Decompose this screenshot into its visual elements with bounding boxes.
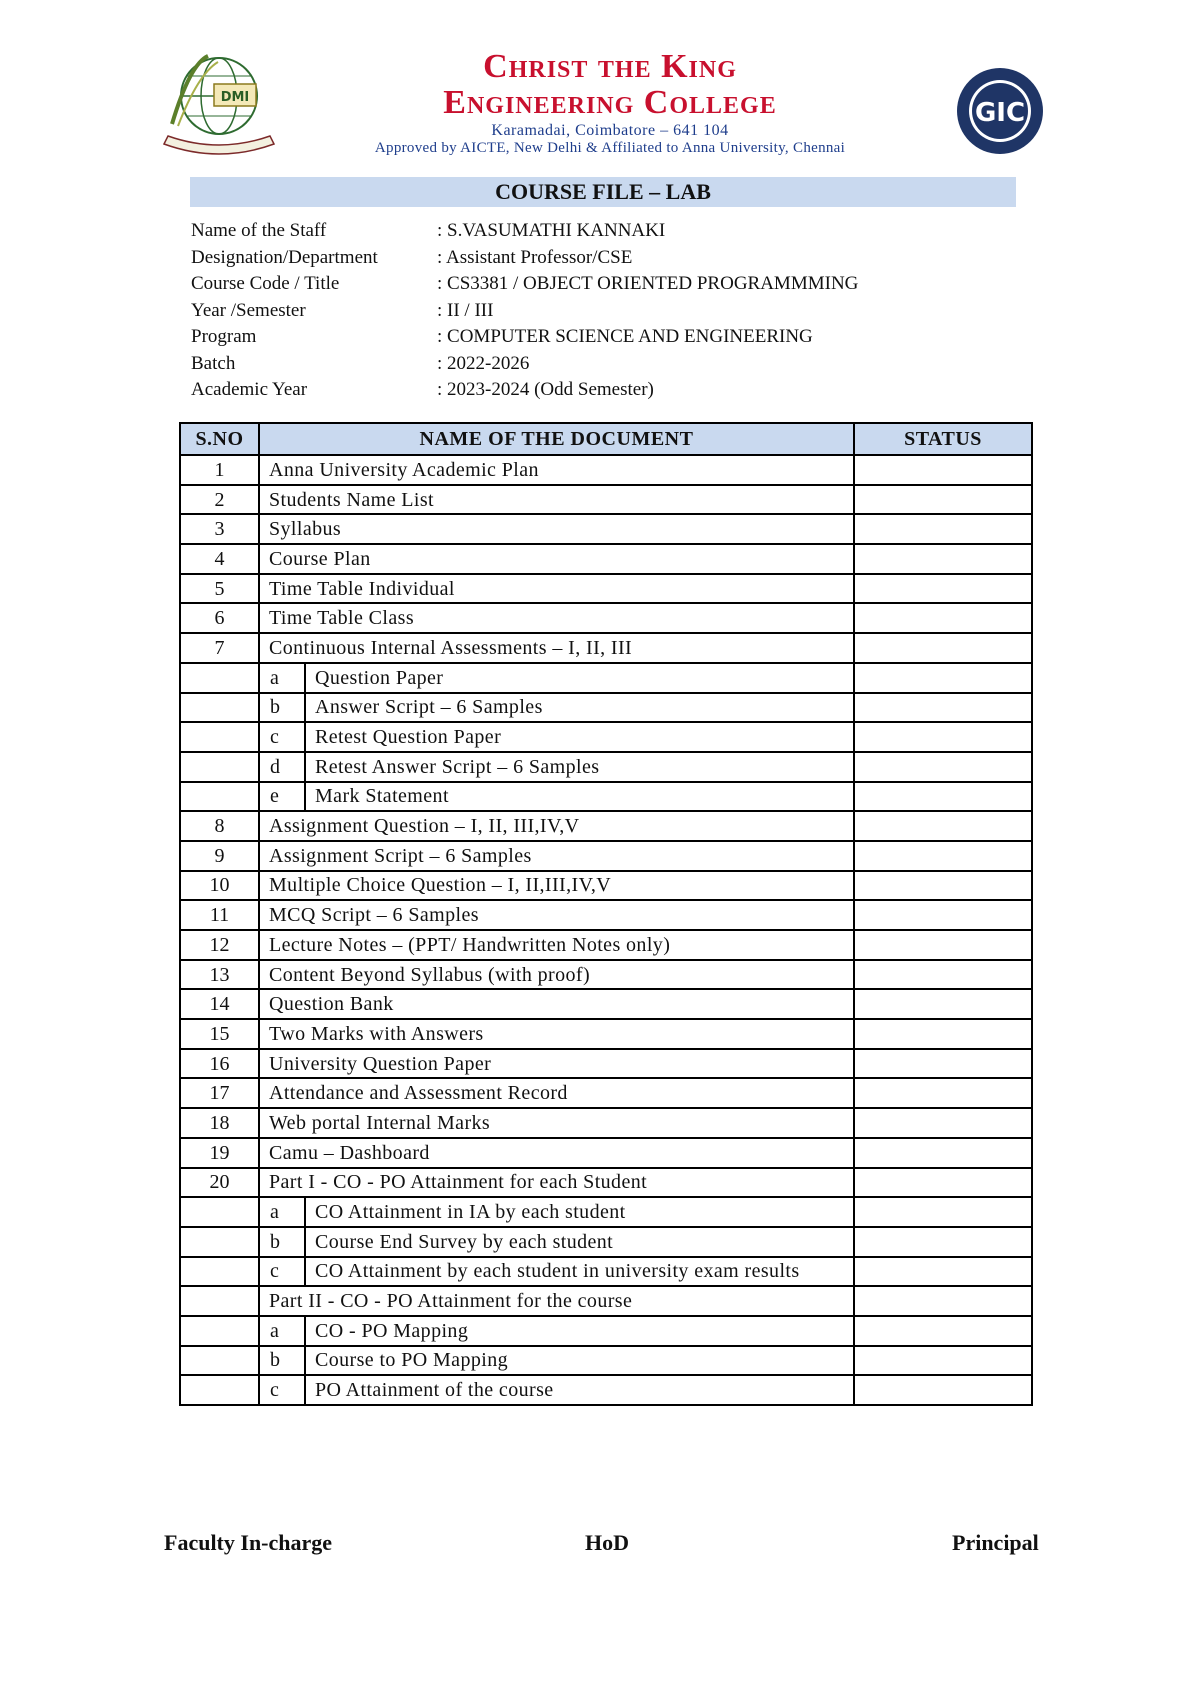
serial-number-cell: 6 bbox=[180, 603, 259, 633]
status-cell bbox=[854, 1138, 1032, 1168]
status-cell bbox=[854, 811, 1032, 841]
detail-label: Designation/Department bbox=[191, 246, 378, 268]
faculty-incharge-signature: Faculty In-charge bbox=[164, 1530, 333, 1555]
document-name-cell: Retest Question Paper bbox=[305, 722, 854, 752]
document-name-cell: Time Table Individual bbox=[259, 574, 854, 604]
status-cell bbox=[854, 633, 1032, 663]
table-row bbox=[180, 1346, 1032, 1376]
document-name-cell: Retest Answer Script – 6 Samples bbox=[305, 752, 854, 782]
table-row bbox=[180, 1138, 1032, 1168]
status-cell bbox=[854, 1375, 1032, 1405]
table-row bbox=[180, 960, 1032, 990]
status-cell bbox=[854, 1316, 1032, 1346]
status-cell bbox=[854, 514, 1032, 544]
serial-number-cell: 16 bbox=[180, 1049, 259, 1079]
document-name-cell: Answer Script – 6 Samples bbox=[305, 693, 854, 723]
table-row bbox=[180, 574, 1032, 604]
table-row bbox=[180, 1227, 1032, 1257]
table-row bbox=[180, 1049, 1032, 1079]
serial-number-cell: 20 bbox=[180, 1168, 259, 1198]
serial-number-cell bbox=[180, 752, 259, 782]
serial-number-cell: 12 bbox=[180, 930, 259, 960]
status-cell bbox=[854, 960, 1032, 990]
serial-number-cell: 19 bbox=[180, 1138, 259, 1168]
serial-number-cell: 17 bbox=[180, 1078, 259, 1108]
serial-number-cell bbox=[180, 1316, 259, 1346]
document-name-cell: CO Attainment by each student in university exam results bbox=[305, 1257, 854, 1287]
status-cell bbox=[854, 693, 1032, 723]
sub-item-letter-cell: a bbox=[259, 1316, 305, 1346]
serial-number-cell bbox=[180, 1286, 259, 1316]
detail-label: Program bbox=[191, 326, 257, 347]
document-name-cell: Content Beyond Syllabus (with proof) bbox=[259, 960, 854, 990]
serial-number-cell bbox=[180, 1197, 259, 1227]
detail-value: : 2023-2024 (Odd Semester) bbox=[437, 379, 654, 400]
document-checklist-table bbox=[179, 422, 1033, 1406]
document-name-cell: Time Table Class bbox=[259, 603, 854, 633]
sub-item-letter-cell: b bbox=[259, 693, 305, 723]
document-name-cell: CO Attainment in IA by each student bbox=[305, 1197, 854, 1227]
document-name-cell: Question Paper bbox=[305, 663, 854, 693]
table-row bbox=[180, 722, 1032, 752]
document-name-cell: Course Plan bbox=[259, 544, 854, 574]
table-row bbox=[180, 1168, 1032, 1198]
document-name-cell: Part II - CO - PO Attainment for the course bbox=[259, 1286, 854, 1316]
sub-item-letter-cell: b bbox=[259, 1346, 305, 1376]
serial-number-cell: 10 bbox=[180, 871, 259, 901]
serial-number-cell bbox=[180, 693, 259, 723]
document-name-cell: CO - PO Mapping bbox=[305, 1316, 854, 1346]
sub-item-letter-cell: b bbox=[259, 1227, 305, 1257]
serial-number-cell: 11 bbox=[180, 900, 259, 930]
serial-number-cell bbox=[180, 722, 259, 752]
document-name-cell: Web portal Internal Marks bbox=[259, 1108, 854, 1138]
document-name-cell: MCQ Script – 6 Samples bbox=[259, 900, 854, 930]
status-cell bbox=[854, 989, 1032, 1019]
table-row bbox=[180, 544, 1032, 574]
status-cell bbox=[854, 752, 1032, 782]
document-name-cell: Attendance and Assessment Record bbox=[259, 1078, 854, 1108]
table-row bbox=[180, 1286, 1032, 1316]
college-name-line1: Christ the King bbox=[483, 48, 737, 85]
certification-seal-logo bbox=[944, 66, 1056, 156]
table-row bbox=[180, 1316, 1032, 1346]
document-name-cell: Mark Statement bbox=[305, 782, 854, 812]
sub-item-letter-cell: a bbox=[259, 1197, 305, 1227]
serial-number-cell bbox=[180, 1375, 259, 1405]
status-cell bbox=[854, 722, 1032, 752]
college-letterhead bbox=[300, 50, 920, 157]
detail-value: : S.VASUMATHI KANNAKI bbox=[437, 220, 666, 241]
status-cell bbox=[854, 1049, 1032, 1079]
document-name-cell: Course End Survey by each student bbox=[305, 1227, 854, 1257]
status-cell bbox=[854, 1168, 1032, 1198]
document-name-cell: Course to PO Mapping bbox=[305, 1346, 854, 1376]
table-row bbox=[180, 603, 1032, 633]
college-name-line2: Engineering College bbox=[443, 84, 777, 121]
status-cell bbox=[854, 1108, 1032, 1138]
college-approval: Approved by AICTE, New Delhi & Affiliated to Anna University, Chennai bbox=[374, 140, 846, 156]
sub-item-letter-cell: d bbox=[259, 752, 305, 782]
sub-item-letter-cell: e bbox=[259, 782, 305, 812]
table-row bbox=[180, 455, 1032, 485]
status-cell bbox=[854, 544, 1032, 574]
table-row bbox=[180, 1019, 1032, 1049]
document-name-cell: Two Marks with Answers bbox=[259, 1019, 854, 1049]
serial-number-cell bbox=[180, 1346, 259, 1376]
status-cell bbox=[854, 485, 1032, 515]
table-row bbox=[180, 841, 1032, 871]
status-cell bbox=[854, 782, 1032, 812]
table-row bbox=[180, 811, 1032, 841]
serial-number-cell: 14 bbox=[180, 989, 259, 1019]
table-header-row bbox=[180, 423, 1032, 455]
serial-number-cell bbox=[180, 1227, 259, 1257]
detail-value: : CS3381 / OBJECT ORIENTED PROGRAMMMING bbox=[437, 273, 859, 294]
document-name-cell: Students Name List bbox=[259, 485, 854, 515]
table-row bbox=[180, 1197, 1032, 1227]
status-cell bbox=[854, 1346, 1032, 1376]
header-document-name: NAME OF THE DOCUMENT bbox=[259, 423, 854, 455]
detail-label: Batch bbox=[191, 352, 236, 374]
principal-signature: Principal bbox=[952, 1530, 1039, 1555]
table-row bbox=[180, 782, 1032, 812]
college-address: Karamadai, Coimbatore – 641 104 bbox=[491, 122, 729, 139]
table-row bbox=[180, 633, 1032, 663]
emblem-dmi-text: DMI bbox=[220, 90, 250, 105]
table-row bbox=[180, 900, 1032, 930]
serial-number-cell: 2 bbox=[180, 485, 259, 515]
sub-item-letter-cell: a bbox=[259, 663, 305, 693]
table-row bbox=[180, 693, 1032, 723]
college-emblem-logo bbox=[160, 44, 278, 162]
table-row bbox=[180, 1078, 1032, 1108]
table-row bbox=[180, 1375, 1032, 1405]
table-row bbox=[180, 930, 1032, 960]
detail-value: : Assistant Professor/CSE bbox=[437, 246, 633, 268]
serial-number-cell: 13 bbox=[180, 960, 259, 990]
detail-label: Course Code / Title bbox=[191, 273, 340, 294]
status-cell bbox=[854, 930, 1032, 960]
serial-number-cell: 3 bbox=[180, 514, 259, 544]
serial-number-cell: 5 bbox=[180, 574, 259, 604]
serial-number-cell: 9 bbox=[180, 841, 259, 871]
document-name-cell: Continuous Internal Assessments – I, II, III bbox=[259, 633, 854, 663]
document-name-cell: PO Attainment of the course bbox=[305, 1375, 854, 1405]
status-cell bbox=[854, 841, 1032, 871]
serial-number-cell bbox=[180, 663, 259, 693]
table-row bbox=[180, 871, 1032, 901]
header-status: STATUS bbox=[854, 423, 1032, 455]
status-cell bbox=[854, 1257, 1032, 1287]
course-file-title: COURSE FILE – LAB bbox=[190, 177, 1016, 207]
detail-value: : 2022-2026 bbox=[437, 352, 530, 374]
status-cell bbox=[854, 900, 1032, 930]
table-row bbox=[180, 663, 1032, 693]
document-name-cell: Assignment Script – 6 Samples bbox=[259, 841, 854, 871]
seal-gic-text: GIC bbox=[974, 98, 1026, 128]
detail-value: : II / III bbox=[437, 299, 494, 321]
serial-number-cell: 18 bbox=[180, 1108, 259, 1138]
status-cell bbox=[854, 1019, 1032, 1049]
sub-item-letter-cell: c bbox=[259, 1375, 305, 1405]
serial-number-cell: 15 bbox=[180, 1019, 259, 1049]
sub-item-letter-cell: c bbox=[259, 722, 305, 752]
status-cell bbox=[854, 871, 1032, 901]
status-cell bbox=[854, 574, 1032, 604]
table-row bbox=[180, 1108, 1032, 1138]
status-cell bbox=[854, 1078, 1032, 1108]
status-cell bbox=[854, 1286, 1032, 1316]
serial-number-cell: 4 bbox=[180, 544, 259, 574]
document-name-cell: Assignment Question – I, II, III,IV,V bbox=[259, 811, 854, 841]
table-row bbox=[180, 752, 1032, 782]
table-row bbox=[180, 989, 1032, 1019]
document-name-cell: Anna University Academic Plan bbox=[259, 455, 854, 485]
document-name-cell: Question Bank bbox=[259, 989, 854, 1019]
serial-number-cell: 8 bbox=[180, 811, 259, 841]
serial-number-cell bbox=[180, 1257, 259, 1287]
table-row bbox=[180, 1257, 1032, 1287]
document-name-cell: University Question Paper bbox=[259, 1049, 854, 1079]
detail-label: Academic Year bbox=[191, 379, 308, 400]
document-name-cell: Lecture Notes – (PPT/ Handwritten Notes only) bbox=[259, 930, 854, 960]
document-name-cell: Camu – Dashboard bbox=[259, 1138, 854, 1168]
table-row bbox=[180, 514, 1032, 544]
serial-number-cell bbox=[180, 782, 259, 812]
table-row bbox=[180, 485, 1032, 515]
sub-item-letter-cell: c bbox=[259, 1257, 305, 1287]
status-cell bbox=[854, 1197, 1032, 1227]
serial-number-cell: 1 bbox=[180, 455, 259, 485]
header-sno: S.NO bbox=[180, 423, 259, 455]
detail-label: Name of the Staff bbox=[191, 220, 327, 241]
status-cell bbox=[854, 603, 1032, 633]
document-name-cell: Syllabus bbox=[259, 514, 854, 544]
document-name-cell: Multiple Choice Question – I, II,III,IV,V bbox=[259, 871, 854, 901]
detail-value: : COMPUTER SCIENCE AND ENGINEERING bbox=[437, 326, 813, 347]
status-cell bbox=[854, 455, 1032, 485]
document-name-cell: Part I - CO - PO Attainment for each Student bbox=[259, 1168, 854, 1198]
detail-label: Year /Semester bbox=[191, 299, 306, 321]
status-cell bbox=[854, 1227, 1032, 1257]
serial-number-cell: 7 bbox=[180, 633, 259, 663]
status-cell bbox=[854, 663, 1032, 693]
hod-signature: HoD bbox=[585, 1530, 629, 1555]
